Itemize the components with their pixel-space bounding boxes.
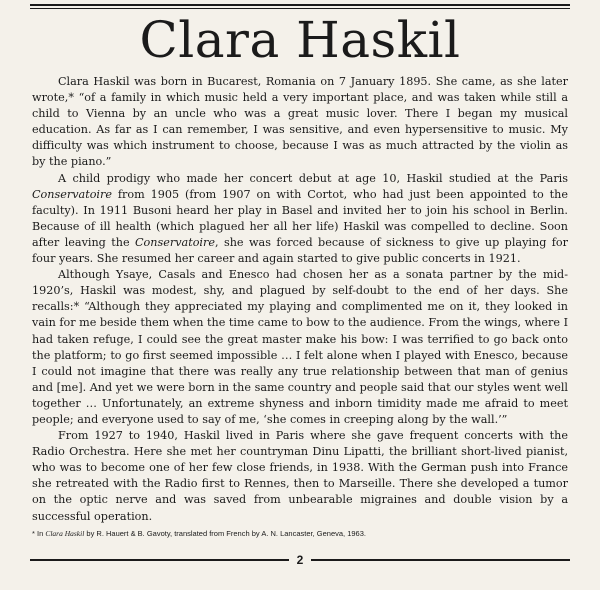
paragraph-3 (32, 267, 568, 428)
text-run: A child prodigy who made her concert debut at age 10, Haskil studied at the Paris (58, 171, 568, 185)
text-run: Clara Haskil was born in Bucarest, Romania on 7 January 1895. She came, as she later wrote,* “of a family in which music held a very important place, and was taken while still a child to Vienna by an uncle who was a great music lover. There I began my musical education. As far as I can remember, I was sensitive, and even hypersensitive to music. My difficulty was which instrument to choose, because I was as much attracted by the violin as by the piano.” (32, 75, 568, 169)
paragraph-1 (32, 74, 568, 171)
footnote-book-title: Clara Haskil (45, 528, 85, 538)
footer-rule-left (30, 559, 289, 561)
top-rule-thin (30, 8, 570, 9)
top-rule (30, 4, 570, 6)
footnote-prefix: * In (32, 528, 46, 538)
footnote (32, 529, 568, 539)
text-run: from 1905 (from 1907 on with Cortot, who had just been appointed to the faculty). In 1911 Busoni heard her play in Basel and invited her to join his school in Berlin. Because of ill health (which plagued her all her life) Haskil was compelled to decline. Soon after leaving the (32, 187, 568, 249)
article-body (32, 74, 568, 539)
page-footer (30, 553, 570, 567)
italic-term: Conservatoire (135, 235, 215, 249)
text-run: , she was forced because of sickness to give up playing for four years. She resumed her career and again started to give public concerts in 1921. (32, 235, 568, 266)
paragraph-4 (32, 428, 568, 525)
footer-rule-right (311, 559, 570, 561)
text-run: Although Ysaye, Casals and Enesco had chosen her as a sonata partner by the mid-1920’s, Haskil was modest, shy, and plagued by self-doubt to the end of her days. She recalls:* “Although they appreciated my playing and complimented me on it, they looked in vain for me beside them when the time came to bow to the audience. From the wings, where I had taken refuge, I could see the great master make his bow: I was terrified to go back onto the platform; to go first seemed impossible … I felt alone when I played with Enesco, because I could not imagine that there was really any true relationship between that man of genius and [me]. And yet we were born in the same country and people said that our styles went well together … Unfortunately, an extreme shyness and inborn timidity made me afraid to meet people; and everyone used to say of me, ‘she comes in creeping along by the wall.’” (32, 268, 568, 426)
page-number: 2 (296, 553, 304, 567)
paragraph-2 (32, 171, 568, 268)
footnote-citation: by R. Hauert & B. Gavoty, translated from French by A. N. Lancaster, Geneva, 1963. (84, 528, 366, 538)
text-run: From 1927 to 1940, Haskil lived in Paris where she gave frequent concerts with the Radio Orchestra. Here she met her countryman Dinu Lipatti, the brilliant short-lived pianist, who was to become one of her few close friends, in 1938. With the German push into France she retreated with the Radio first to Rennes, then to Marseille. There she developed a tumor on the optic nerve and was saved from unbearable migraines and double vision by a successful operation. (32, 429, 568, 523)
page-title: Clara Haskil (139, 11, 461, 69)
italic-term: Conservatoire (32, 187, 112, 201)
